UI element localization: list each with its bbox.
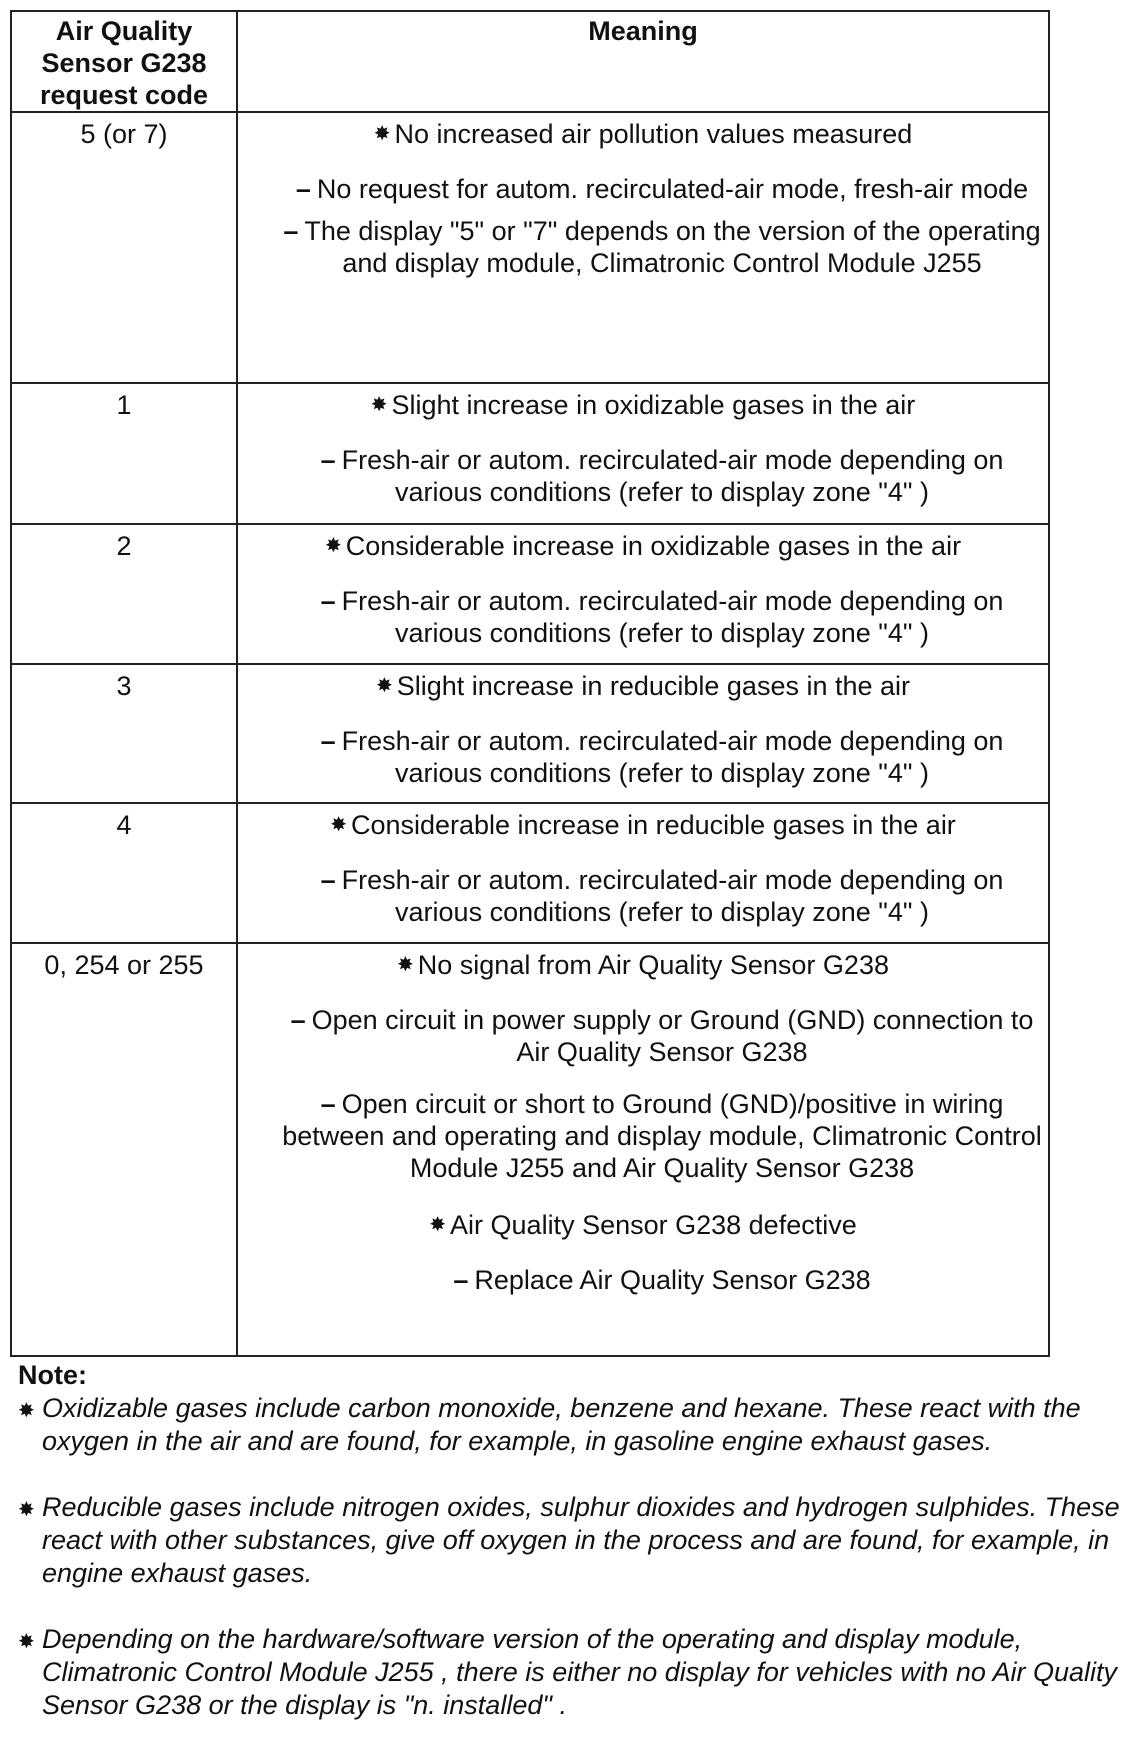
meaning-bullet bbox=[238, 113, 1048, 153]
request-code-cell: 2 bbox=[11, 524, 237, 664]
note-text: Depending on the hardware/software version of the operating and display module, Climatronic Control Module J255 , there is either no display for vehicles with no Air Quality Sensor G238 or the display is "n. installed" . bbox=[42, 1624, 1117, 1720]
meaning-detail bbox=[238, 444, 1048, 508]
meaning-detail-text: Open circuit or short to Ground (GND)/positive in wiring between and operating and display module, Climatronic Control Module J255 and Air Quality Sensor G238 bbox=[282, 1089, 1042, 1184]
meaning-detail bbox=[238, 864, 1048, 928]
dash-icon: – bbox=[290, 1005, 306, 1036]
dash-icon: – bbox=[320, 865, 336, 896]
asterisk-bullet-icon: ✸ bbox=[330, 814, 347, 837]
meaning-bullet-text: No increased air pollution values measured bbox=[394, 119, 913, 149]
request-code-cell: 0, 254 or 255 bbox=[11, 943, 237, 1356]
table-row bbox=[11, 524, 1049, 664]
meaning-detail-text: Fresh-air or autom. recirculated-air mode depending on various conditions (refer to display zone "4" ) bbox=[341, 865, 1004, 928]
table-row bbox=[11, 664, 1049, 804]
meaning-cell bbox=[237, 664, 1049, 804]
asterisk-bullet-icon: ✸ bbox=[18, 1400, 35, 1422]
meaning-bullet bbox=[238, 384, 1048, 424]
notes-section bbox=[18, 1358, 1128, 1755]
meaning-detail-text: Open circuit in power supply or Ground (GND) connection to Air Quality Sensor G238 bbox=[311, 1005, 1034, 1068]
asterisk-bullet-icon: ✸ bbox=[429, 1214, 447, 1237]
header-meaning-label: Meaning bbox=[588, 16, 698, 46]
meaning-cell bbox=[237, 112, 1049, 383]
meaning-detail bbox=[238, 725, 1048, 789]
meaning-detail bbox=[238, 1264, 1048, 1296]
dash-icon: – bbox=[283, 216, 299, 246]
asterisk-bullet-icon: ✸ bbox=[375, 674, 393, 697]
asterisk-bullet-icon: ✸ bbox=[370, 393, 388, 416]
dash-icon: – bbox=[295, 174, 311, 204]
note-item bbox=[18, 1491, 1128, 1590]
meaning-bullet-text: Slight increase in reducible gases in the air bbox=[396, 670, 911, 701]
header-code-line: Air Quality bbox=[55, 16, 193, 46]
meaning-cell bbox=[237, 803, 1049, 943]
dash-icon: – bbox=[320, 444, 336, 475]
table-row bbox=[11, 112, 1049, 383]
asterisk-bullet-icon: ✸ bbox=[324, 534, 342, 557]
asterisk-bullet-icon: ✸ bbox=[18, 1631, 35, 1653]
header-code-line: Sensor G238 bbox=[41, 48, 207, 78]
meaning-bullet bbox=[238, 665, 1048, 705]
dash-icon: – bbox=[320, 725, 336, 756]
request-code-table bbox=[10, 10, 1050, 1357]
note-text: Reducible gases include nitrogen oxides, sulphur dioxides and hydrogen sulphides. These react with other substances, give off oxygen in the process and are found, for example, in engine exhaust gases. bbox=[42, 1492, 1120, 1588]
asterisk-bullet-icon: ✸ bbox=[373, 123, 391, 145]
table-row bbox=[11, 383, 1049, 524]
note-text: Oxidizable gases include carbon monoxide, benzene and hexane. These react with the oxygen in the air and are found, for example, in gasoline engine exhaust gases. bbox=[42, 1393, 1081, 1456]
meaning-detail-text: Fresh-air or autom. recirculated-air mode depending on various conditions (refer to display zone "4" ) bbox=[341, 444, 1004, 507]
dash-icon: – bbox=[320, 585, 336, 616]
request-code-cell: 5 (or 7) bbox=[11, 112, 237, 383]
dash-icon: – bbox=[453, 1265, 469, 1296]
meaning-bullet-text: Considerable increase in reducible gases in the air bbox=[350, 810, 956, 841]
table-header-row bbox=[11, 11, 1049, 112]
meaning-detail-text: Fresh-air or autom. recirculated-air mode depending on various conditions (refer to display zone "4" ) bbox=[341, 725, 1004, 788]
meaning-cell bbox=[237, 383, 1049, 524]
meaning-detail-text: The display "5" or "7" depends on the version of the operating and display module, Climatronic Control Module J255 bbox=[304, 216, 1041, 278]
note-item bbox=[18, 1623, 1128, 1722]
meaning-bullet-text: No signal from Air Quality Sensor G238 bbox=[417, 950, 889, 981]
table-row bbox=[11, 943, 1049, 1356]
meaning-detail-text: Fresh-air or autom. recirculated-air mode depending on various conditions (refer to display zone "4" ) bbox=[341, 585, 1004, 648]
meaning-detail bbox=[238, 585, 1048, 649]
meaning-detail bbox=[238, 1004, 1048, 1068]
notes-title: Note: bbox=[18, 1360, 87, 1390]
request-code-cell: 3 bbox=[11, 664, 237, 804]
table-row bbox=[11, 803, 1049, 943]
request-code-cell: 1 bbox=[11, 383, 237, 524]
note-item bbox=[18, 1392, 1128, 1458]
meaning-bullet bbox=[238, 1204, 1048, 1244]
meaning-bullet bbox=[238, 804, 1048, 844]
meaning-detail-text: No request for autom. recirculated-air mode, fresh-air mode bbox=[316, 174, 1029, 204]
meaning-cell bbox=[237, 943, 1049, 1356]
meaning-cell bbox=[237, 524, 1049, 664]
meaning-detail bbox=[238, 1088, 1048, 1184]
asterisk-bullet-icon: ✸ bbox=[397, 954, 414, 977]
meaning-detail bbox=[238, 173, 1048, 205]
meaning-bullet-text: Air Quality Sensor G238 defective bbox=[450, 1210, 857, 1241]
dash-icon: – bbox=[320, 1089, 336, 1120]
meaning-bullet-text: Slight increase in oxidizable gases in the air bbox=[391, 389, 916, 420]
meaning-bullet bbox=[238, 525, 1048, 565]
header-meaning bbox=[237, 11, 1049, 112]
meaning-detail bbox=[238, 215, 1048, 279]
meaning-detail-text: Replace Air Quality Sensor G238 bbox=[474, 1265, 871, 1296]
meaning-bullet-text: Considerable increase in oxidizable gases in the air bbox=[345, 530, 962, 561]
asterisk-bullet-icon: ✸ bbox=[18, 1499, 35, 1521]
meaning-bullet bbox=[238, 944, 1048, 984]
header-request-code bbox=[11, 11, 237, 112]
request-code-cell: 4 bbox=[11, 803, 237, 943]
header-code-line: request code bbox=[39, 80, 209, 110]
